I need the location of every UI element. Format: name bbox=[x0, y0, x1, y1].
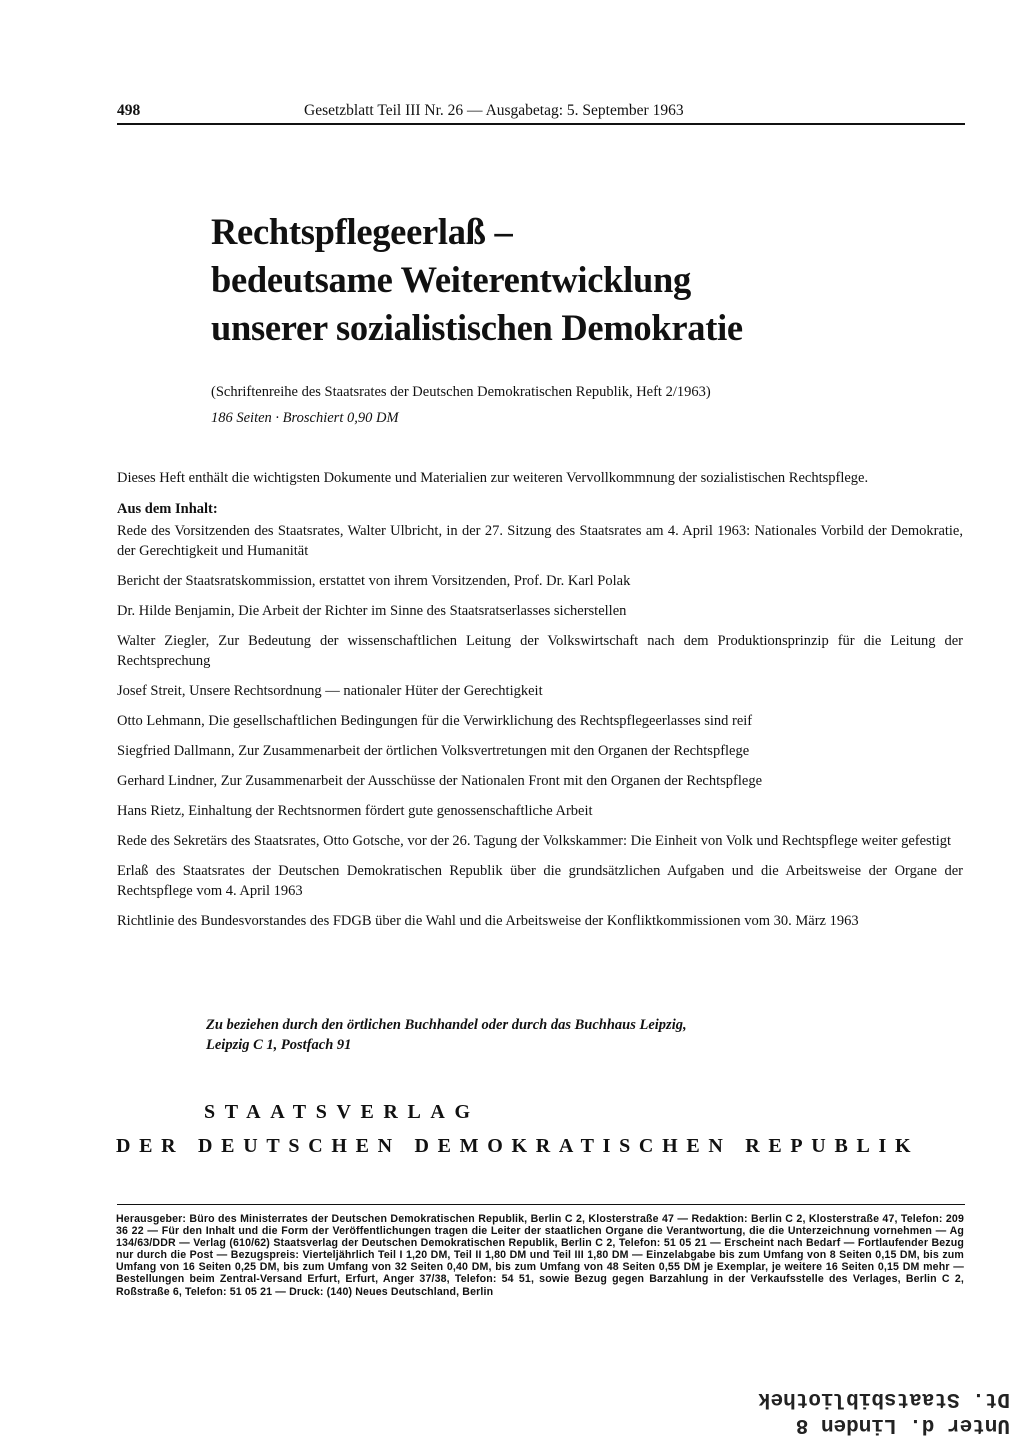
header-rule bbox=[117, 123, 965, 125]
title-line: Rechtspflegeerlaß – bbox=[211, 211, 513, 252]
contents-item: Josef Streit, Unsere Rechtsordnung — nationaler Hüter der Gerechtigkeit bbox=[117, 683, 543, 699]
price-info: 186 Seiten · Broschiert 0,90 DM bbox=[211, 410, 399, 426]
title-line: unserer sozialistischen Demokratie bbox=[211, 307, 743, 348]
contents-item: Walter Ziegler, Zur Bedeutung der wissenschaftlichen Leitung der Volkswirtschaft nach dem Produktionsprinzip für die Leitung der Rechtsprechung bbox=[117, 633, 963, 669]
contents-item: Bericht der Staatsratskommission, erstattet von ihrem Vorsitzenden, Prof. Dr. Karl Polak bbox=[117, 573, 631, 589]
page-number: 498 bbox=[117, 102, 141, 119]
contents-item: Siegfried Dallmann, Zur Zusammenarbeit der örtlichen Volksvertretungen mit den Organen der Rechtspflege bbox=[117, 743, 750, 759]
imprint: Herausgeber: Büro des Ministerrates der Deutschen Demokratischen Republik, Berlin C 2, Klosterstraße 47 — Redaktion: Berlin C 2, Klosterstraße 47, Telefon: 209 36 22 — Für den Inhalt und die Form der Veröffentlichungen tragen die Leiter der staatlichen Organe die Verantwortung, die die Unterzeichnung vornehmen — Ag 134/63/DDR — Verlag (610/62) Staatsverlag der Deutschen Demokratischen Republik, Berlin C 2, Telefon: 51 05 21 — Erscheint nach Bedarf — Fortlaufender Bezug nur durch die Post — Bezugspreis: Vierteljährlich Teil I 1,20 DM, Teil II 1,80 DM und Teil III 1,80 DM — Einzelabgabe bis zum Umfang von 8 Seiten 0,15 DM, bis zum Umfang von 16 Seiten 0,25 DM, bis zum Umfang von 32 Seiten 0,40 DM, bis zum Umfang von 48 Seiten 0,55 DM je Exemplar, je weitere 16 Seiten 0,15 DM mehr — Bestellungen beim Zentral-Versand Erfurt, Erfurt, Anger 37/38, Telefon: 54 51, sowie Bezug gegen Barzahlung in der Verkaufsstelle des Verlages, Berlin C 2, Roßstraße 6, Telefon: 51 05 21 — Druck: (140) Neues Deutschland, Berlin bbox=[116, 1213, 964, 1298]
footer-rule bbox=[117, 1204, 965, 1205]
contents-item: Richtlinie des Bundesvorstandes des FDGB über die Wahl und die Arbeitsweise der Konfliktkommissionen vom 30. März 1963 bbox=[117, 913, 859, 929]
announcement-title bbox=[211, 208, 911, 352]
publisher-country: DER DEUTSCHEN DEMOKRATISCHEN REPUBLIK bbox=[116, 1135, 920, 1157]
contents-item: Erlaß des Staatsrates der Deutschen Demokratischen Republik über die grundsätzlichen Aufgaben und die Arbeitsweise der Organe der Rechtspflege vom 4. April 1963 bbox=[117, 863, 963, 899]
library-stamp bbox=[630, 1385, 1010, 1437]
contents-heading: Aus dem Inhalt: bbox=[117, 501, 218, 517]
contents-item: Rede des Sekretärs des Staatsrates, Otto Gotsche, vor der 26. Tagung der Volkskammer: Die Einheit von Volk und Rechtspflege weiter gefestigt bbox=[117, 833, 952, 849]
contents-item: Gerhard Lindner, Zur Zusammenarbeit der Ausschüsse der Nationalen Front mit den Organen der Rechtspflege bbox=[117, 773, 763, 789]
stamp-line: Dt. Staatsbibliothek bbox=[757, 1387, 1010, 1410]
contents-item: Rede des Vorsitzenden des Staatsrates, Walter Ulbricht, in der 27. Sitzung des Staatsrates am 4. April 1963: Nationales Vorbild der Demokratie, der Gerechtigkeit und Humanität bbox=[117, 523, 963, 559]
publisher-name: STAATSVERLAG bbox=[204, 1101, 480, 1123]
order-line: Leipzig C 1, Postfach 91 bbox=[206, 1037, 352, 1053]
order-note bbox=[206, 1015, 826, 1055]
body-text bbox=[117, 468, 963, 941]
stamp-line: Unter d. Linden 8 bbox=[795, 1413, 1010, 1436]
contents-item: Otto Lehmann, Die gesellschaftlichen Bedingungen für die Verwirklichung des Rechtspflegeerlasses sind reif bbox=[117, 713, 753, 729]
title-line: bedeutsame Weiterentwicklung bbox=[211, 259, 691, 300]
running-title: Gesetzblatt Teil III Nr. 26 — Ausgabetag: 5. September 1963 bbox=[304, 102, 684, 119]
order-line: Zu beziehen durch den örtlichen Buchhandel oder durch das Buchhaus Leipzig, bbox=[206, 1017, 687, 1033]
series-note: (Schriftenreihe des Staatsrates der Deutschen Demokratischen Republik, Heft 2/1963) bbox=[211, 384, 711, 400]
contents-item: Dr. Hilde Benjamin, Die Arbeit der Richter im Sinne des Staatsratserlasses sicherstellen bbox=[117, 603, 627, 619]
intro-paragraph: Dieses Heft enthält die wichtigsten Dokumente und Materialien zur weiteren Vervollkommnung der sozialistischen Rechtspflege. bbox=[117, 470, 869, 486]
contents-item: Hans Rietz, Einhaltung der Rechtsnormen fördert gute genossenschaftliche Arbeit bbox=[117, 803, 593, 819]
